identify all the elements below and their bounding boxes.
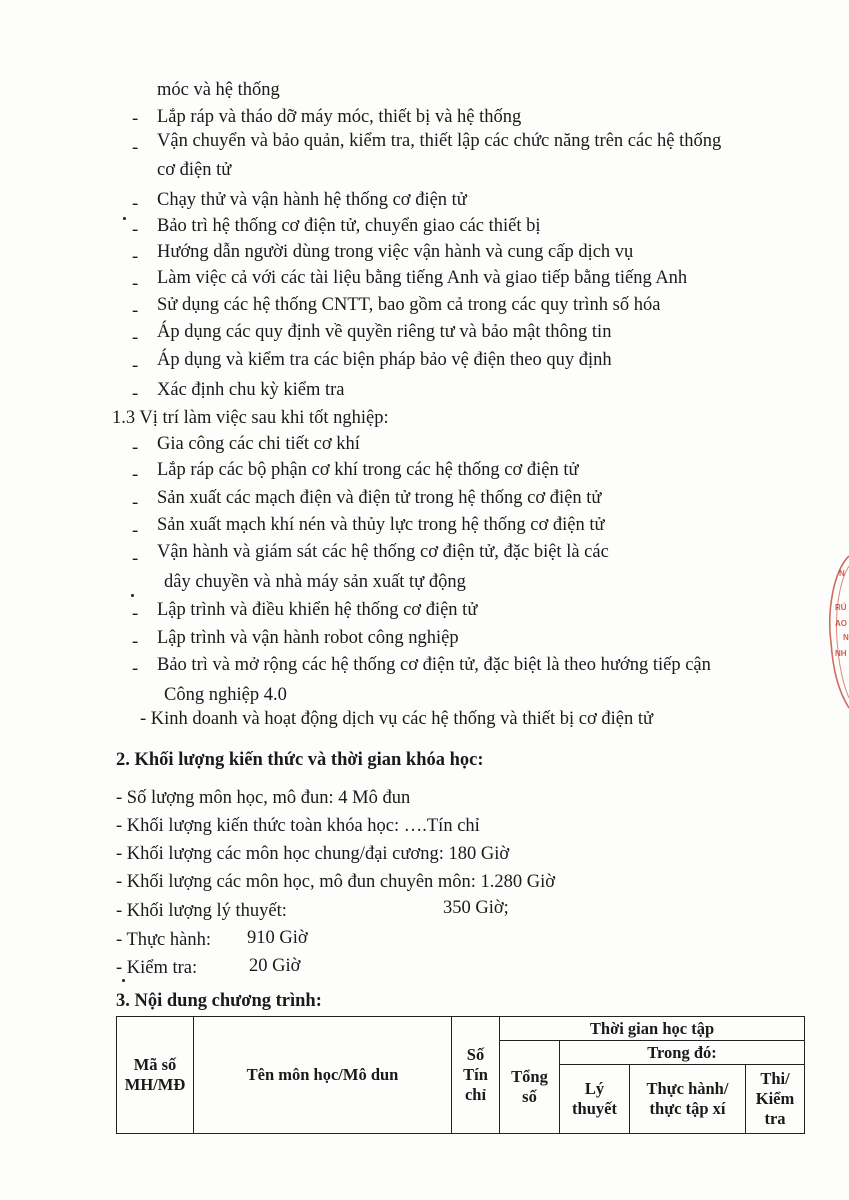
bullet-dash: - bbox=[132, 549, 139, 569]
header-study-time: Thời gian học tập bbox=[500, 1017, 805, 1041]
section2-line: - Khối lượng các môn học, mô đun chuyên môn: 1.280 Giờ bbox=[116, 872, 556, 892]
position-last-item: - Kinh doanh và hoạt động dịch vụ các hệ thống và thiết bị cơ điện tử bbox=[140, 709, 654, 729]
curriculum-table-header bbox=[116, 1016, 805, 1134]
section2-line: - Số lượng môn học, mô đun: 4 Mô đun bbox=[116, 788, 411, 808]
header-total: Tổng số bbox=[500, 1041, 560, 1134]
seal-stamp-fragment bbox=[813, 552, 849, 712]
svg-text:AO: AO bbox=[835, 619, 847, 628]
position-item: Gia công các chi tiết cơ khí bbox=[157, 434, 360, 454]
section2-line: - Khối lượng kiến thức toàn khóa học: ….Tín chỉ bbox=[116, 816, 480, 836]
theory-value: 350 Giờ; bbox=[443, 898, 509, 918]
skill-item: Sử dụng các hệ thống CNTT, bao gồm cả trong các quy trình số hóa bbox=[157, 295, 661, 315]
bullet-dash: - bbox=[132, 274, 139, 294]
theory-label: - Khối lượng lý thuyết: bbox=[116, 901, 287, 921]
position-item-continuation: dây chuyền và nhà máy sản xuất tự động bbox=[164, 572, 466, 592]
header-of-which: Trong đó: bbox=[560, 1041, 805, 1065]
header-credits: Số Tín chỉ bbox=[452, 1017, 500, 1134]
header-theory: Lý thuyết bbox=[560, 1065, 630, 1134]
position-item-continuation: Công nghiệp 4.0 bbox=[164, 685, 287, 705]
scan-speck bbox=[131, 594, 134, 597]
section2-line: - Khối lượng các môn học chung/đại cương: 180 Giờ bbox=[116, 844, 510, 864]
bullet-dash: - bbox=[132, 247, 139, 267]
position-item: Bảo trì và mở rộng các hệ thống cơ điện tử, đặc biệt là theo hướng tiếp cận bbox=[157, 655, 711, 675]
skills-first-line: móc và hệ thống bbox=[157, 80, 280, 100]
position-item: Sản xuất mạch khí nén và thủy lực trong hệ thống cơ điện tử bbox=[157, 515, 605, 535]
bullet-dash: - bbox=[132, 465, 139, 485]
skill-item: Chạy thử và vận hành hệ thống cơ điện tử bbox=[157, 190, 467, 210]
bullet-dash: - bbox=[132, 301, 139, 321]
bullet-dash: - bbox=[132, 659, 139, 679]
position-item: Lập trình và vận hành robot công nghiệp bbox=[157, 628, 459, 648]
svg-text:NH: NH bbox=[835, 649, 847, 658]
positions-heading: 1.3 Vị trí làm việc sau khi tốt nghiệp: bbox=[112, 408, 389, 428]
skill-item-continuation: cơ điện tử bbox=[157, 160, 232, 180]
bullet-dash: - bbox=[132, 632, 139, 652]
bullet-dash: - bbox=[132, 604, 139, 624]
svg-text:N: N bbox=[839, 569, 845, 578]
bullet-dash: - bbox=[132, 521, 139, 541]
svg-text:N: N bbox=[843, 633, 849, 642]
skill-item: Làm việc cả với các tài liệu bằng tiếng Anh và giao tiếp bằng tiếng Anh bbox=[157, 268, 688, 288]
skill-item: Bảo trì hệ thống cơ điện tử, chuyển giao các thiết bị bbox=[157, 216, 541, 236]
practice-value: 910 Giờ bbox=[247, 928, 308, 948]
position-item: Sản xuất các mạch điện và điện tử trong hệ thống cơ điện tử bbox=[157, 488, 602, 508]
bullet-dash: - bbox=[132, 109, 139, 129]
bullet-dash: - bbox=[132, 384, 139, 404]
header-exam: Thi/ Kiểm tra bbox=[746, 1065, 805, 1134]
scan-speck bbox=[122, 979, 125, 982]
section2-heading: 2. Khối lượng kiến thức và thời gian khóa học: bbox=[116, 750, 484, 770]
skill-item: Xác định chu kỳ kiểm tra bbox=[157, 380, 345, 400]
skill-item: Lắp ráp và tháo dỡ máy móc, thiết bị và hệ thống bbox=[157, 107, 522, 127]
bullet-dash: - bbox=[132, 438, 139, 458]
bullet-dash: - bbox=[132, 138, 139, 158]
bullet-dash: - bbox=[132, 356, 139, 376]
header-practice: Thực hành/ thực tập xí bbox=[630, 1065, 746, 1134]
position-item: Lập trình và điều khiển hệ thống cơ điện tử bbox=[157, 600, 478, 620]
section3-heading: 3. Nội dung chương trình: bbox=[116, 991, 322, 1011]
bullet-dash: - bbox=[132, 493, 139, 513]
scan-speck bbox=[123, 217, 126, 220]
exam-label: - Kiểm tra: bbox=[116, 958, 198, 978]
skill-item: Áp dụng và kiểm tra các biện pháp bảo vệ điện theo quy định bbox=[157, 350, 612, 370]
practice-label: - Thực hành: bbox=[116, 930, 211, 950]
skill-item: Vận chuyển và bảo quản, kiểm tra, thiết lập các chức năng trên các hệ thống bbox=[157, 131, 722, 151]
header-name: Tên môn học/Mô dun bbox=[194, 1017, 452, 1134]
header-code: Mã số MH/MĐ bbox=[117, 1017, 194, 1134]
position-item: Lắp ráp các bộ phận cơ khí trong các hệ thống cơ điện tử bbox=[157, 460, 579, 480]
skill-item: Hướng dẫn người dùng trong việc vận hành và cung cấp dịch vụ bbox=[157, 242, 634, 262]
position-item: Vận hành và giám sát các hệ thống cơ điện tử, đặc biệt là các bbox=[157, 542, 609, 562]
bullet-dash: - bbox=[132, 194, 139, 214]
svg-text:RÚ: RÚ bbox=[835, 603, 847, 612]
bullet-dash: - bbox=[132, 328, 139, 348]
exam-value: 20 Giờ bbox=[249, 956, 301, 976]
skill-item: Áp dụng các quy định về quyền riêng tư và bảo mật thông tin bbox=[157, 322, 612, 342]
bullet-dash: - bbox=[132, 220, 139, 240]
